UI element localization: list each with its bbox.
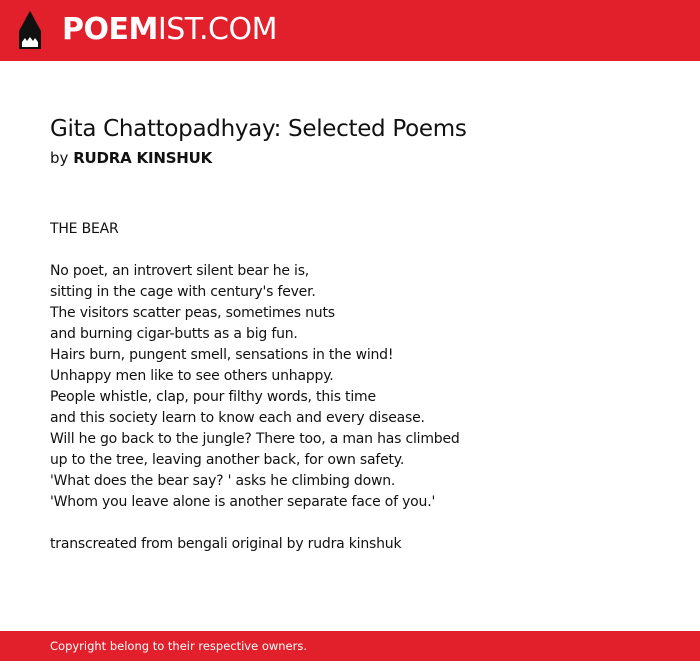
poem-line: sitting in the cage with century's fever. xyxy=(50,284,316,300)
poem-line: Will he go back to the jungle? There too, a man has climbed xyxy=(50,431,460,447)
poem-title: THE BEAR xyxy=(50,221,119,237)
site-footer xyxy=(0,631,700,661)
document-title: Gita Chattopadhyay: Selected Poems xyxy=(50,116,467,142)
byline xyxy=(50,149,212,167)
logo-text-light: IST.COM xyxy=(157,12,277,47)
site-header xyxy=(0,0,700,61)
poem xyxy=(50,219,460,555)
translation-credit: transcreated from bengali original by rudra kinshuk xyxy=(50,536,402,552)
poem-line: The visitors scatter peas, sometimes nuts xyxy=(50,305,335,321)
poem-line: and this society learn to know each and every disease. xyxy=(50,410,425,426)
pencil-icon xyxy=(16,9,44,53)
poem-line: Unhappy men like to see others unhappy. xyxy=(50,368,334,384)
poem-line: up to the tree, leaving another back, for own safety. xyxy=(50,452,405,468)
logo-text-bold: POEM xyxy=(62,12,158,47)
poem-line: and burning cigar-butts as a big fun. xyxy=(50,326,298,342)
poem-line: Hairs burn, pungent smell, sensations in the wind! xyxy=(50,347,394,363)
poem-line: 'Whom you leave alone is another separate face of you.' xyxy=(50,494,436,510)
poem-line: People whistle, clap, pour filthy words, this time xyxy=(50,389,376,405)
byline-prefix: by xyxy=(50,149,69,167)
site-logo[interactable] xyxy=(62,12,277,48)
author-name: RUDRA KINSHUK xyxy=(73,149,213,167)
poem-line: No poet, an introvert silent bear he is, xyxy=(50,263,310,279)
copyright-notice: Copyright belong to their respective owners. xyxy=(50,639,308,653)
poem-line: 'What does the bear say? ' asks he climbing down. xyxy=(50,473,396,489)
